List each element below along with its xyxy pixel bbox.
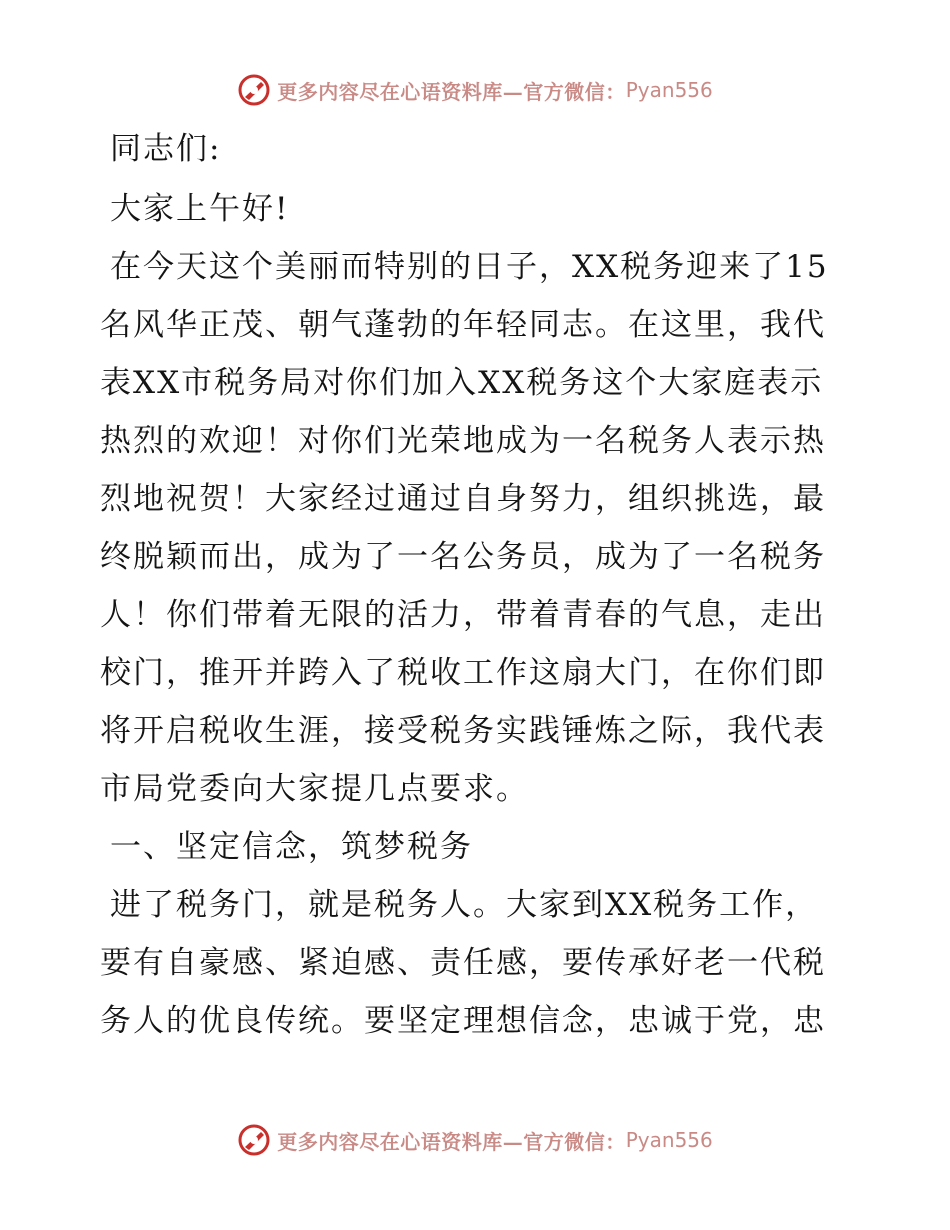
paragraph-2 (100, 876, 850, 1050)
paragraph-line: 务人的优良传统。要坚定理想信念，忠诚于党，忠 (100, 1003, 826, 1039)
paragraph-line: 名风华正茂、朝气蓬勃的年轻同志。在这里，我代 (100, 307, 826, 343)
paragraph-line: 终脱颖而出，成为了一名公务员，成为了一名税务 (100, 539, 826, 575)
paragraph-line: 人！你们带着无限的活力，带着青春的气息，走出 (100, 597, 826, 633)
logo-icon (237, 73, 271, 107)
header-watermark (0, 68, 950, 112)
watermark-text: 更多内容尽在心语资料库—官方微信： (277, 79, 626, 104)
paragraph-line: 市局党委向大家提几点要求。 (100, 771, 529, 807)
salutation: 同志们: (110, 131, 222, 167)
watermark-text: 更多内容尽在心语资料库—官方微信： (277, 1129, 626, 1154)
greeting: 大家上午好! (110, 191, 290, 227)
paragraph-line: 要有自豪感、紧迫感、责任感，要传承好老一代税 (100, 945, 826, 981)
paragraph-line: 校门，推开并跨入了税收工作这扇大门，在你们即 (100, 655, 826, 691)
section-heading: 一、坚定信念，筑梦税务 (110, 829, 473, 865)
paragraph-line: 表XX市税务局对你们加入XX税务这个大家庭表示 (100, 365, 824, 401)
paragraph-line: 在今天这个美丽而特别的日子，XX税务迎来了15 (110, 249, 829, 285)
footer-watermark (0, 1118, 950, 1162)
document-body (100, 120, 850, 1050)
paragraph-line: 进了税务门，就是税务人。大家到XX税务工作， (110, 887, 819, 923)
paragraph-1 (100, 238, 850, 818)
paragraph-line: 热烈的欢迎！对你们光荣地成为一名税务人表示热 (100, 423, 826, 459)
watermark-id: Pyan556 (625, 78, 713, 102)
watermark-id: Pyan556 (625, 1128, 713, 1152)
logo-icon (237, 1123, 271, 1157)
paragraph-line: 将开启税收生涯，接受税务实践锤炼之际，我代表 (100, 713, 826, 749)
paragraph-line: 烈地祝贺！大家经过通过自身努力，组织挑选，最 (100, 481, 826, 517)
